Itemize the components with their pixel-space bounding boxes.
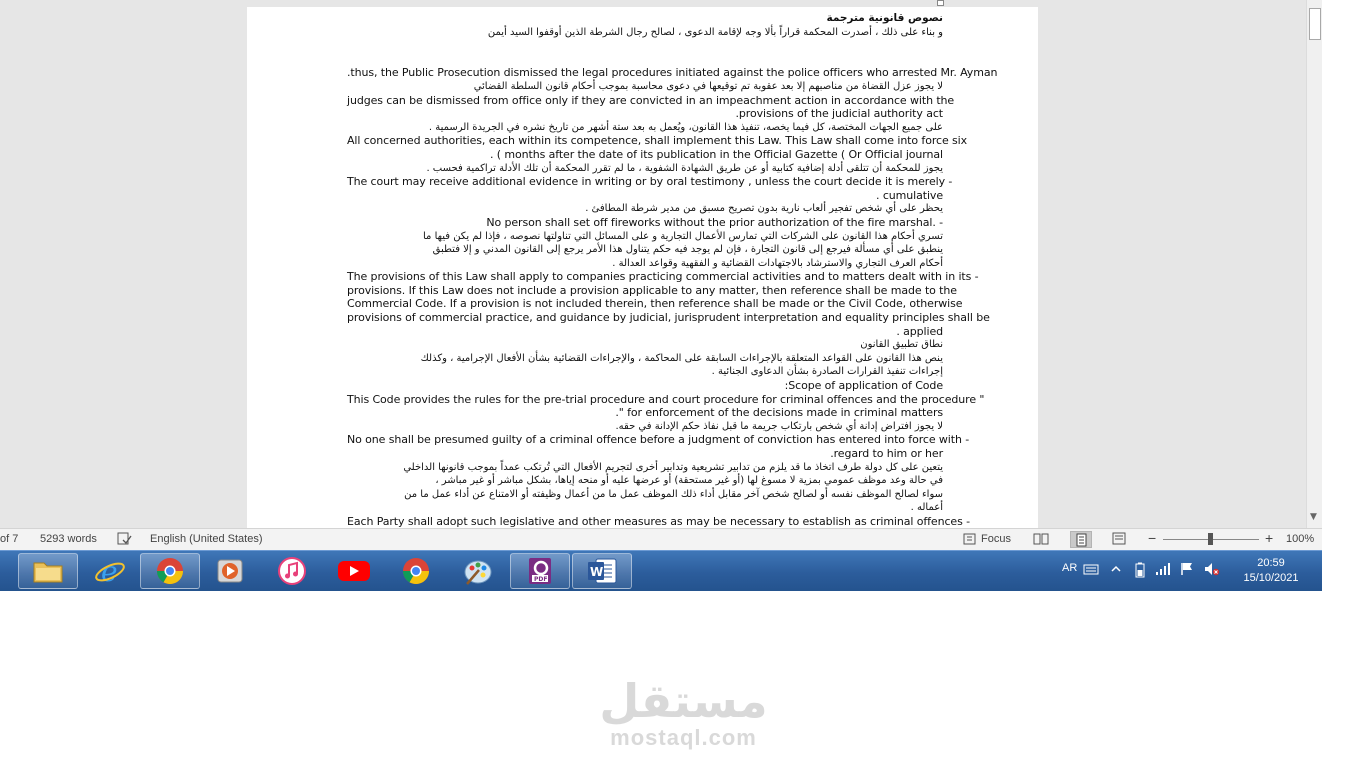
ie-icon — [94, 555, 126, 587]
arabic-text-line: ينطبق على أي مسألة فيرجع إلى قانون التجارة ، فإن لم يوجد فيه حكم يتناول هذا الأمر يرجع إلى القانون المدني و إلا فتطبق — [432, 244, 943, 256]
arabic-text-line: يتعين على كل دولة طرف اتخاذ ما قد يلزم من تدابير تشريعية وتدابير أخرى لتجريم الأفعال التي تُرتكب عمداً بموجب قانونها الداخلي — [403, 461, 943, 473]
english-text-line: provisions of commercial practice, and guidance by judicial, jurisprudent interpretation and equality principles shall be — [347, 311, 990, 325]
clock-date: 15/10/2021 — [1243, 572, 1299, 584]
svg-text:e: e — [101, 555, 118, 587]
focus-button[interactable]: Focus — [981, 533, 1011, 545]
print-layout-icon — [1071, 532, 1091, 547]
scroll-thumb[interactable] — [1309, 8, 1321, 40]
pdf-icon — [525, 556, 555, 586]
battery-icon[interactable] — [1134, 562, 1146, 581]
arabic-text-line: سواء لصالح الموظف نفسه أو لصالح شخص آخر مقابل أداء ذلك الموظف عمل ما من أعمال وظيفته أو الامتناع عن أداء عمل ما من — [404, 488, 943, 500]
taskbar-video-player[interactable] — [200, 553, 260, 589]
word-count[interactable]: 5293 words — [40, 533, 97, 545]
keyboard-icon[interactable] — [1083, 563, 1099, 578]
english-text-line: provisions. If this Law does not include a provision applicable to any matter, then reference shall be made to the — [347, 283, 957, 297]
scroll-down-arrow-icon[interactable]: ▼ — [1310, 512, 1317, 522]
read-mode-button[interactable] — [1031, 531, 1053, 548]
clock-time: 20:59 — [1257, 557, 1285, 569]
action-center-flag-icon[interactable] — [1180, 562, 1194, 579]
status-bar — [0, 528, 1322, 550]
svg-text:PDF: PDF — [534, 576, 548, 583]
taskbar-chrome-profile[interactable] — [386, 553, 446, 589]
english-text-line: .regard to him or her — [830, 447, 943, 460]
document-heading: نصوص قانونية مترجمة — [826, 12, 943, 24]
english-text-line: .provisions of the judicial authority act — [735, 107, 943, 121]
english-text-line: judges can be dismissed from office only if they are convicted in an impeachment action in accordance with the — [347, 93, 955, 107]
volume-muted-icon[interactable] — [1204, 562, 1220, 579]
vertical-scrollbar[interactable] — [1306, 0, 1322, 528]
zoom-out-button[interactable]: − — [1148, 530, 1157, 546]
web-layout-icon — [1110, 531, 1130, 546]
taskbar-word[interactable] — [572, 553, 632, 589]
english-text-line: . cumulative — [876, 188, 943, 202]
arabic-text-line: أعماله . — [910, 502, 943, 514]
english-text-line: The court may receive additional evidence in writing or by oral testimony , unless the court decide it is merely - — [347, 175, 953, 189]
english-text-line: ." for enforcement of the decisions made in criminal matters — [615, 406, 943, 420]
english-text-line: Commercial Code. If a provision is not included therein, then reference shall be made or the Civil Code, otherwise — [347, 297, 963, 311]
print-layout-button[interactable] — [1070, 531, 1092, 548]
watermark-logo — [596, 675, 771, 751]
taskbar-paint[interactable] — [448, 553, 508, 589]
network-signal-icon[interactable] — [1155, 562, 1171, 579]
english-text-line: This Code provides the rules for the pre-trial procedure and court procedure for criminal offences and the procedure " — [347, 392, 985, 406]
word-icon — [586, 556, 618, 586]
blank-line — [347, 39, 943, 53]
arabic-text-line: يحظر على أي شخص تفجير ألعاب نارية بدون تصريح مسبق من مدير شرطة المطافئ . — [585, 203, 943, 215]
chrome-icon — [401, 556, 431, 586]
arabic-text-line: لا يجوز افتراض إدانة أي شخص بارتكاب جريمة ما قبل نفاذ حكم الإدانة في حقه. — [615, 420, 943, 432]
document-page[interactable] — [247, 7, 1038, 528]
chrome-icon — [155, 556, 185, 586]
english-text-line: Each Party shall adopt such legislative and other measures as may be necessary to establish as criminal offences - — [347, 514, 970, 528]
web-layout-button[interactable] — [1110, 531, 1132, 548]
taskbar-youtube[interactable] — [324, 553, 384, 589]
video-player-icon — [215, 557, 245, 585]
english-text-line: All concerned authorities, each within its competence, shall implement this Law. This Law shall come into force six — [347, 134, 968, 148]
taskbar-pdf-editor[interactable] — [510, 553, 570, 589]
page-count[interactable]: of 7 — [0, 533, 19, 545]
proofing-icon[interactable] — [117, 532, 132, 549]
youtube-icon — [337, 558, 371, 584]
english-text-line: . ( months after the date of its publication in the Official Gazette ( Or Official journal — [490, 147, 943, 161]
tray-chevron-icon[interactable] — [1110, 563, 1122, 578]
taskbar-internet-explorer[interactable] — [80, 553, 140, 589]
arabic-text-line: نطاق تطبيق القانون — [860, 339, 943, 351]
watermark-latin: mostaql.com — [610, 725, 757, 750]
english-text-line: No one shall be presumed guilty of a criminal offence before a judgment of conviction has entered into force with - — [347, 433, 970, 447]
language-indicator[interactable]: English (United States) — [150, 533, 263, 545]
arabic-text-line: تسري أحكام هذا القانون على الشركات التي تمارس الأعمال التجارية و على المسائل التي تناولتها نصوصه ، فإذا لم يكن فيها ما — [422, 230, 943, 242]
zoom-level[interactable]: 100% — [1286, 533, 1315, 545]
watermark-arabic: مستقل — [599, 674, 768, 728]
focus-icon[interactable] — [963, 532, 978, 549]
english-text-line: .thus, the Public Prosecution dismissed the legal procedures initiated against the police officers who arrested Mr. Ayman — [347, 66, 998, 80]
read-mode-icon — [1031, 531, 1051, 546]
arabic-text-line: إجراءات تنفيذ القرارات الصادرة بشأن الدعاوى الجنائية . — [711, 366, 943, 378]
folder-icon — [32, 557, 64, 585]
arabic-text-line: و بناء على ذلك ، أصدرت المحكمة قراراً بألا وجه لإقامة الدعوى ، لصالح رجال الشرطة الذين أوقفوا السيد أيمن — [487, 26, 943, 38]
taskbar-file-explorer[interactable] — [18, 553, 78, 589]
music-icon — [277, 556, 307, 586]
taskbar-chrome[interactable] — [140, 553, 200, 589]
document-body[interactable] — [347, 12, 998, 528]
zoom-in-button[interactable]: + — [1265, 530, 1274, 546]
blank-line — [347, 53, 943, 67]
taskbar — [0, 550, 1322, 591]
english-text-line: :Scope of application of Code — [784, 379, 943, 393]
zoom-slider-thumb[interactable] — [1208, 533, 1213, 545]
system-clock[interactable] — [1226, 556, 1316, 586]
english-text-line: No person shall set off fireworks without the prior authorization of the fire marshal. - — [486, 215, 943, 229]
input-language-indicator[interactable]: AR — [1062, 562, 1078, 574]
svg-text:W: W — [590, 565, 604, 579]
taskbar-itunes[interactable] — [262, 553, 322, 589]
arabic-text-line: أحكام العرف التجاري والاسترشاد بالاجتهادات القضائية و الفقهية وقواعد العدالة . — [612, 257, 943, 269]
arabic-text-line: في حالة وعد موظف عمومي بمزية لا مسوغ لها (أو غير مستحقة) أو عرضها عليه أو منحه إياها، بشكل مباشر أو غير مباشر ، — [435, 475, 943, 487]
arabic-text-line: ينص هذا القانون على القواعد المتعلقة بالإجراءات السابقة على المحاكمة ، والإجراءات القضائية بشأن الأفعال الإجرامية ، وكذلك — [420, 352, 943, 364]
arabic-text-line: لا يجوز عزل القضاة من مناصبهم إلا بعد عقوبة تم توقيعها في دعوى محاسبة بموجب أحكام قانون السلطة القضائي — [473, 80, 943, 92]
arabic-text-line: على جميع الجهات المختصة، كل فيما يخصه، تنفيذ هذا القانون، ويُعمل به بعد ستة أشهر من تاريخ نشره في الجريدة الرسمية . — [428, 121, 943, 133]
resize-handle[interactable] — [937, 0, 944, 6]
paint-palette-icon — [463, 556, 493, 586]
english-text-line: . applied — [896, 324, 943, 338]
english-text-line: The provisions of this Law shall apply to companies practicing commercial activities and to matters dealt with in its - — [347, 270, 979, 284]
arabic-text-line: يجوز للمحكمة أن تتلقى أدلة إضافية كتابية أو عن طريق الشهادة الشفوية ، ما لم تقرر المحكمة أن تلك الأدلة تراكمية فحسب . — [426, 162, 943, 174]
document-lines — [347, 26, 998, 528]
